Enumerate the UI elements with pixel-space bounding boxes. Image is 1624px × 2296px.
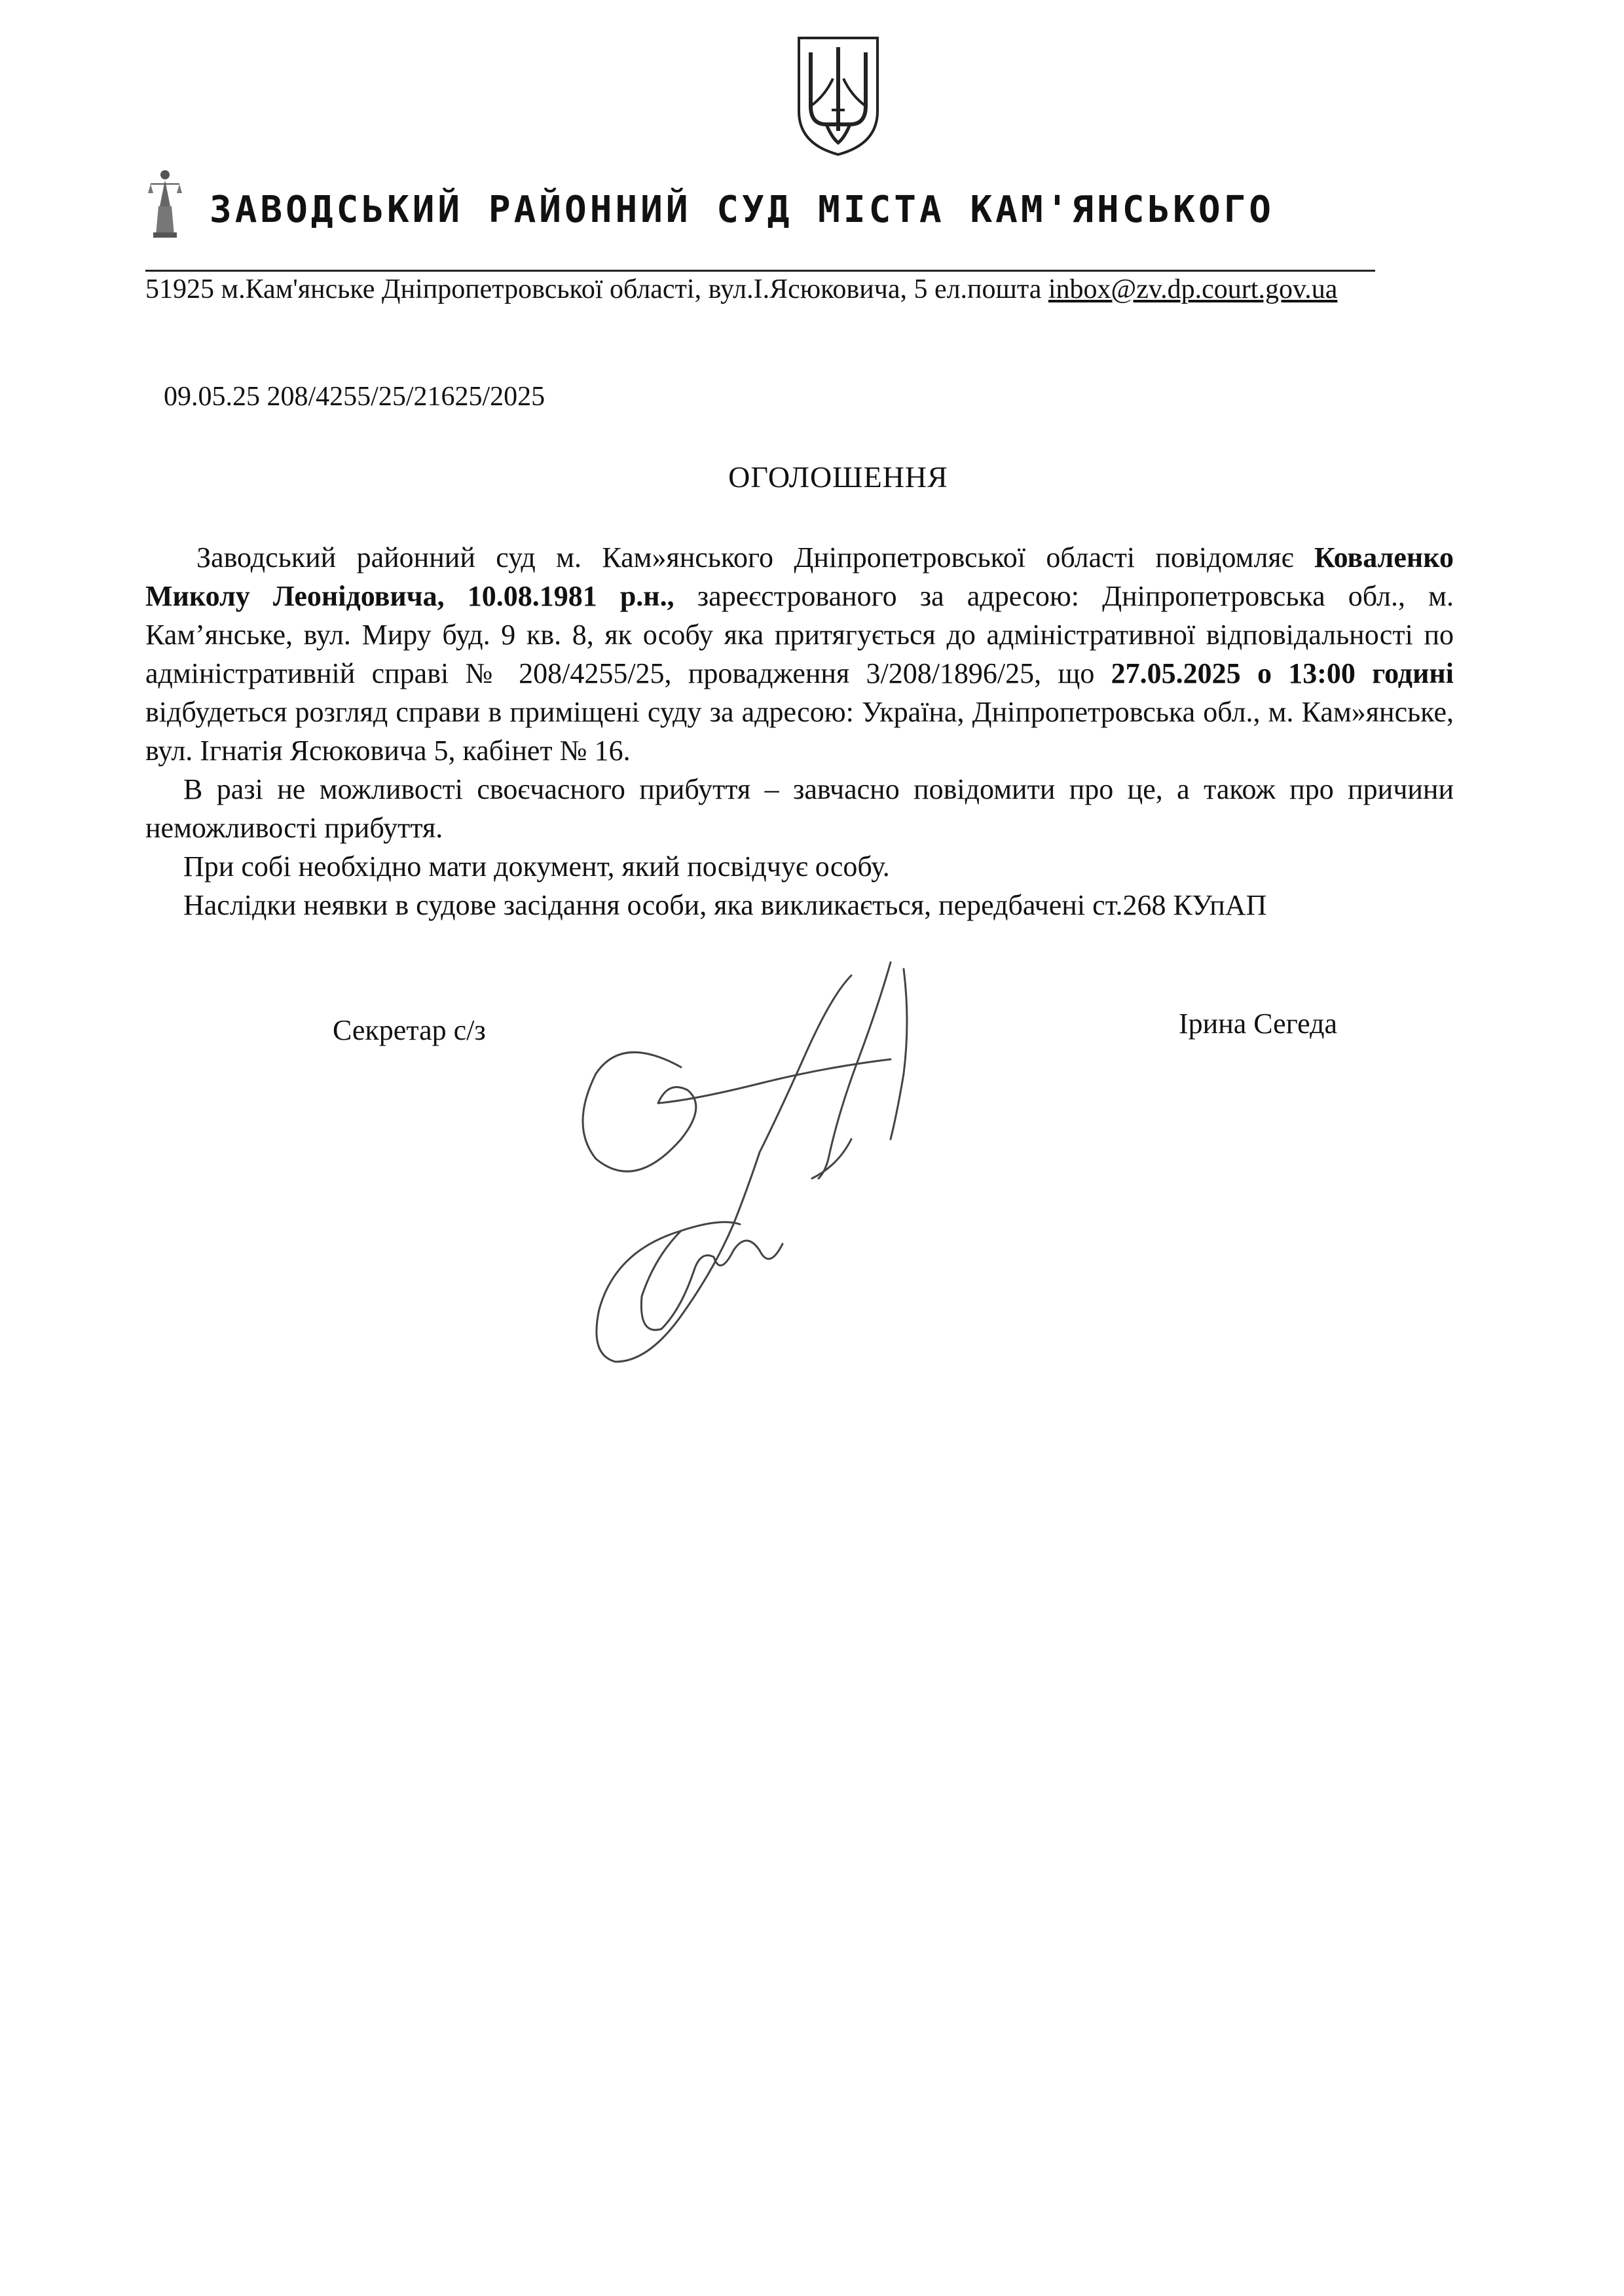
header-divider <box>145 270 1375 272</box>
address-text: 51925 м.Кам'янське Дніпропетровської області, вул.І.Ясюковича, 5 ел.пошта <box>145 274 1048 304</box>
court-address <box>145 274 1337 305</box>
secretary-title: Секретар с/з <box>333 1014 486 1046</box>
ukraine-trident-emblem-icon <box>792 33 884 157</box>
document-requirement-paragraph: При собі необхідно мати документ, який посвідчує особу. <box>183 850 890 883</box>
main-paragraph-part2: зареєстрованого за адресою: Дніпропетровська обл., м. Кам’янське, вул. Миру буд. 9 кв. 8, як особу яка притягується до адміністративної відповідальності по адміністративній справі № 208/4255/25, провадження 3/208/1896/25, що <box>145 580 1454 689</box>
person-name: Коваленко Миколу Леонідовича, 10.08.1981 р.н., <box>145 541 1454 612</box>
hearing-datetime: 27.05.2025 о 13:00 годині <box>1111 657 1454 689</box>
email-link[interactable]: inbox@zv.dp.court.gov.ua <box>1048 274 1338 304</box>
document-body <box>145 538 1454 924</box>
secretary-name: Ірина Сегеда <box>1179 1008 1338 1040</box>
document-title: ОГОЛОШЕННЯ <box>728 460 948 494</box>
themis-justice-icon <box>145 167 183 239</box>
court-name: ЗАВОДСЬКИЙ РАЙОННИЙ СУД МІСТА КАМ'ЯНСЬКОГО <box>210 189 1275 231</box>
main-paragraph-part3: відбудеться розгляд справи в приміщені суду за адресою: Україна, Дніпропетровська обл., м. Кам»янське, вул. Ігнатія Ясюковича 5, кабінет № 16. <box>145 696 1454 767</box>
main-paragraph-part1: Заводський районний суд м. Кам»янського Дніпропетровської області повідомляє <box>196 541 1314 574</box>
document-reference: 09.05.25 208/4255/25/21625/2025 <box>164 382 545 412</box>
consequences-paragraph: Наслідки неявки в судове засідання особи, яка викликається, передбачені ст.268 КУпАП <box>183 889 1267 921</box>
handwritten-signature-icon <box>485 943 1061 1401</box>
main-paragraph <box>145 538 1454 770</box>
absence-paragraph: В разі не можливості своєчасного прибуття – завчасно повідомити про це, а також про причини неможливості прибуття. <box>145 773 1454 844</box>
